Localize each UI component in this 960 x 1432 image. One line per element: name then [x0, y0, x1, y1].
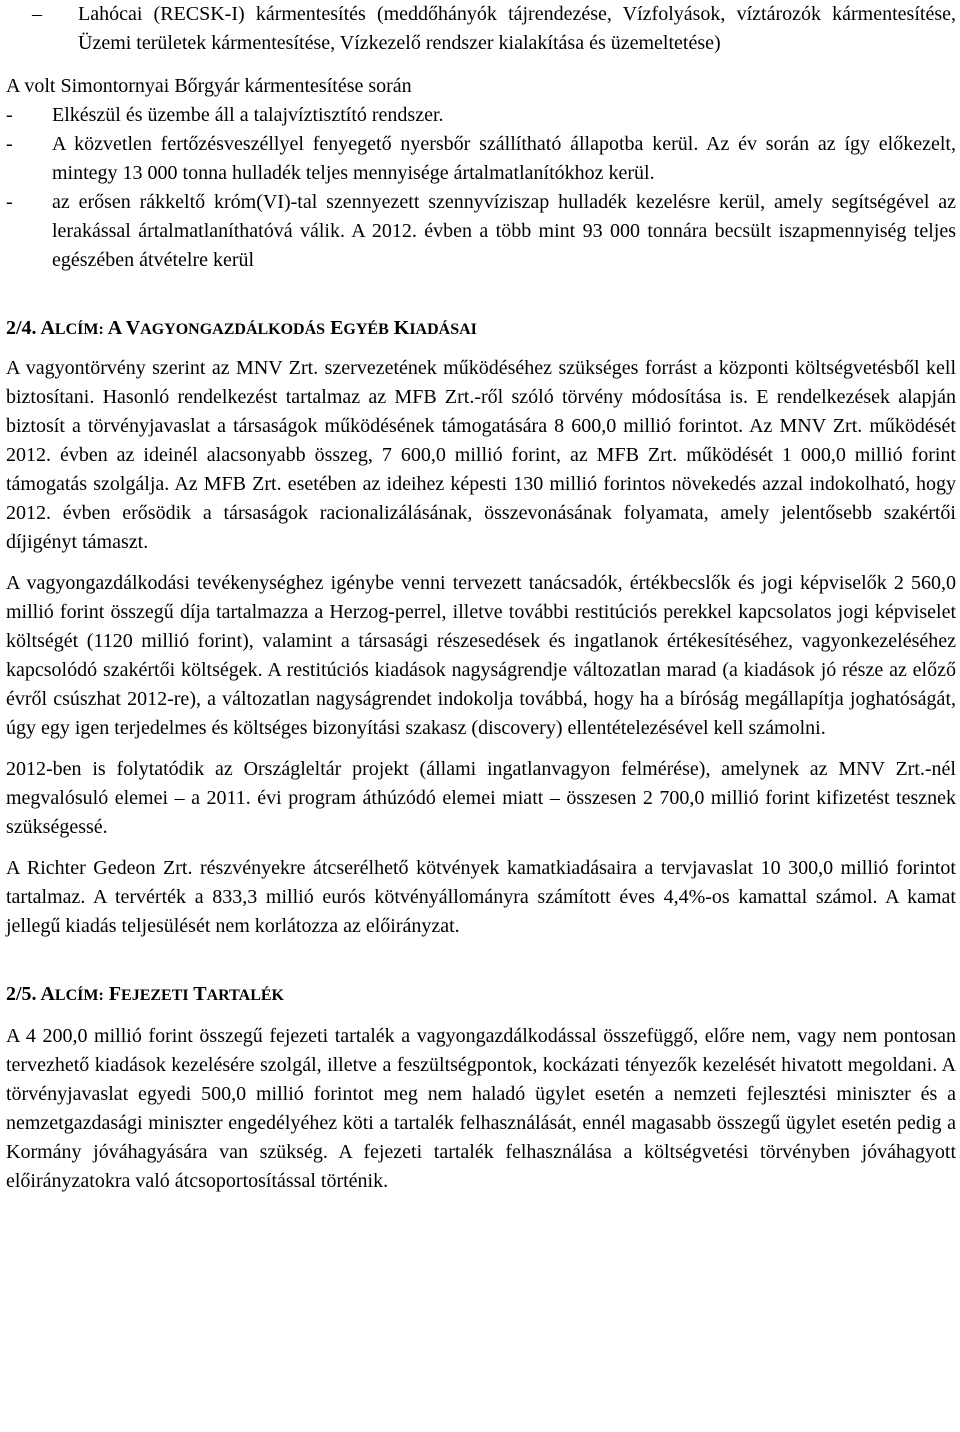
paragraph: 2012-ben is folytatódik az Országleltár projekt (állami ingatlanvagyon felmérése), amelynek az MNV Zrt.-nél megvalósuló elemei – a 2011. évi program áthúzódó elemei miatt – összesen 2 700,0 millió forint kifizetést tesznek szükségessé. [6, 758, 956, 838]
section-heading-2-4 [6, 314, 956, 344]
paragraph: A vagyontörvény szerint az MNV Zrt. szervezetének működéséhez szükséges forrást a központi költségvetésből kell biztosítani. Hasonló rendelkezést tartalmaz az MFB Zrt.-ről szóló törvény módosítása is. E rendelkezések alapján biztosít a törvényjavaslat a társaságok működésének támogatására 8 600,0 millió forintot. Az MNV Zrt. működését 2012. évben az ideinél alacsonyabb összeg, 7 600,0 millió forint, az MFB Zrt. működését 1 000,0 millió forint támogatás szolgálja. Az MFB Zrt. esetében az ideihez képesti 130 millió forintos növekedés azzal indokolható, hogy 2012. évben erősödik a társaságok racionalizálásának, összevonásának folyamata, amely jelentősebb szakértői díjigényt támaszt. [6, 357, 956, 553]
simontornya-item-2 [6, 130, 956, 188]
list-marker: - [6, 191, 13, 213]
simontornya-item-3 [6, 188, 956, 275]
paragraph: A 4 200,0 millió forint összegű fejezeti tartalék a vagyongazdálkodással összefüggő, előre nem, vagy nem pontosan tervezhető kiadások kezelésére szolgál, illetve a feszültségpontok, kockázati tényezők kezelését hivatott megoldani. A törvényjavaslat egyedi 500,0 millió forintot meg nem haladó ügylet esetén a nemzeti fejlesztési miniszter és a nemzetgazdasági miniszter engedélyéhez köti a tartalék felhasználását, ennél magasabb összegű ügylet esetén pedig a Kormány jóváhagyására van szükség. A fejezeti tartalék felhasználása a költségvetési törvényben jóváhagyott előirányzatokra való átcsoportosítással történik. [6, 1025, 956, 1192]
list-marker: - [6, 104, 13, 126]
simontornya-lead: A volt Simontornyai Bőrgyár kármentesítése során [6, 75, 412, 97]
list-item-text: A közvetlen fertőzésveszéllyel fenyegető nyersbőr szállítható állapotba kerül. Az év során az így előkezelt, mintegy 13 000 tonna hulladék teljes mennyisége ártalmatlanítókhoz kerül. [52, 133, 956, 184]
paragraph: A Richter Gedeon Zrt. részvényekre átcserélhető kötvények kamatkiadásaira a tervjavaslat 10 300,0 millió forintot tartalmaz. A tervérték a 833,3 millió eurós kötvényállományra számított éves 4,4%-os kamattal számol. A kamat jellegű kiadás teljesülését nem korlátozza az előirányzat. [6, 857, 956, 937]
section-number: 2/4. [6, 317, 37, 339]
section-heading-2-5 [6, 980, 956, 1010]
intro-list-item [32, 0, 956, 58]
document-page [6, 0, 956, 1196]
list-item-text: Elkészül és üzembe áll a talajvíztisztító rendszer. [52, 104, 444, 126]
list-item-text: Lahócai (RECSK-I) kármentesítés (meddőhányók tájrendezése, Vízfolyások, víztározók kármentesítése, Üzemi területek kármentesítése, Vízkezelő rendszer kialakítása és üzemeltetése) [78, 3, 956, 54]
list-marker: – [32, 3, 42, 25]
section-number: 2/5. [6, 983, 37, 1005]
list-item-text: az erősen rákkeltő króm(VI)-tal szennyezett szennyvíziszap hulladék kezelésre kerül, amely segítségével az lerakással ártalmatlaníthatóvá válik. A 2012. évben a több mint 93 000 tonnára becsült iszapmennyiség teljes egészében átvételre kerül [52, 191, 956, 271]
section-title: ALCÍM: A VAGYONGAZDÁLKODÁS EGYÉB KIADÁSAI [40, 317, 477, 339]
paragraph: A vagyongazdálkodási tevékenységhez igénybe venni tervezett tanácsadók, értékbecslők és jogi képviselők 2 560,0 millió forint összegű díja tartalmazza a Herzog-perrel, illetve további restitúciós perekkel kapcsolatos jogi képviselet költségét (1120 millió forint), valamint a társasági részesedések és ingatlanok értékesítéséhez, vagyonkezeléséhez kapcsolódó szakértői költségek. A restitúciós kiadások nagyságrendje változatlan marad (a kiadások jó része az előző évről csúszhat 2012-re), a változatlan nagyságrendet indokolja továbbá, hogy ha a bíróság megállapítja joghatóságát, úgy egy igen terjedelmes és költséges bizonyítási szakasz (discovery) ellentételezésével kell számolni. [6, 572, 956, 739]
section-title: ALCÍM: FEJEZETI TARTALÉK [40, 983, 284, 1005]
simontornya-item-1 [6, 101, 956, 130]
list-marker: - [6, 133, 13, 155]
